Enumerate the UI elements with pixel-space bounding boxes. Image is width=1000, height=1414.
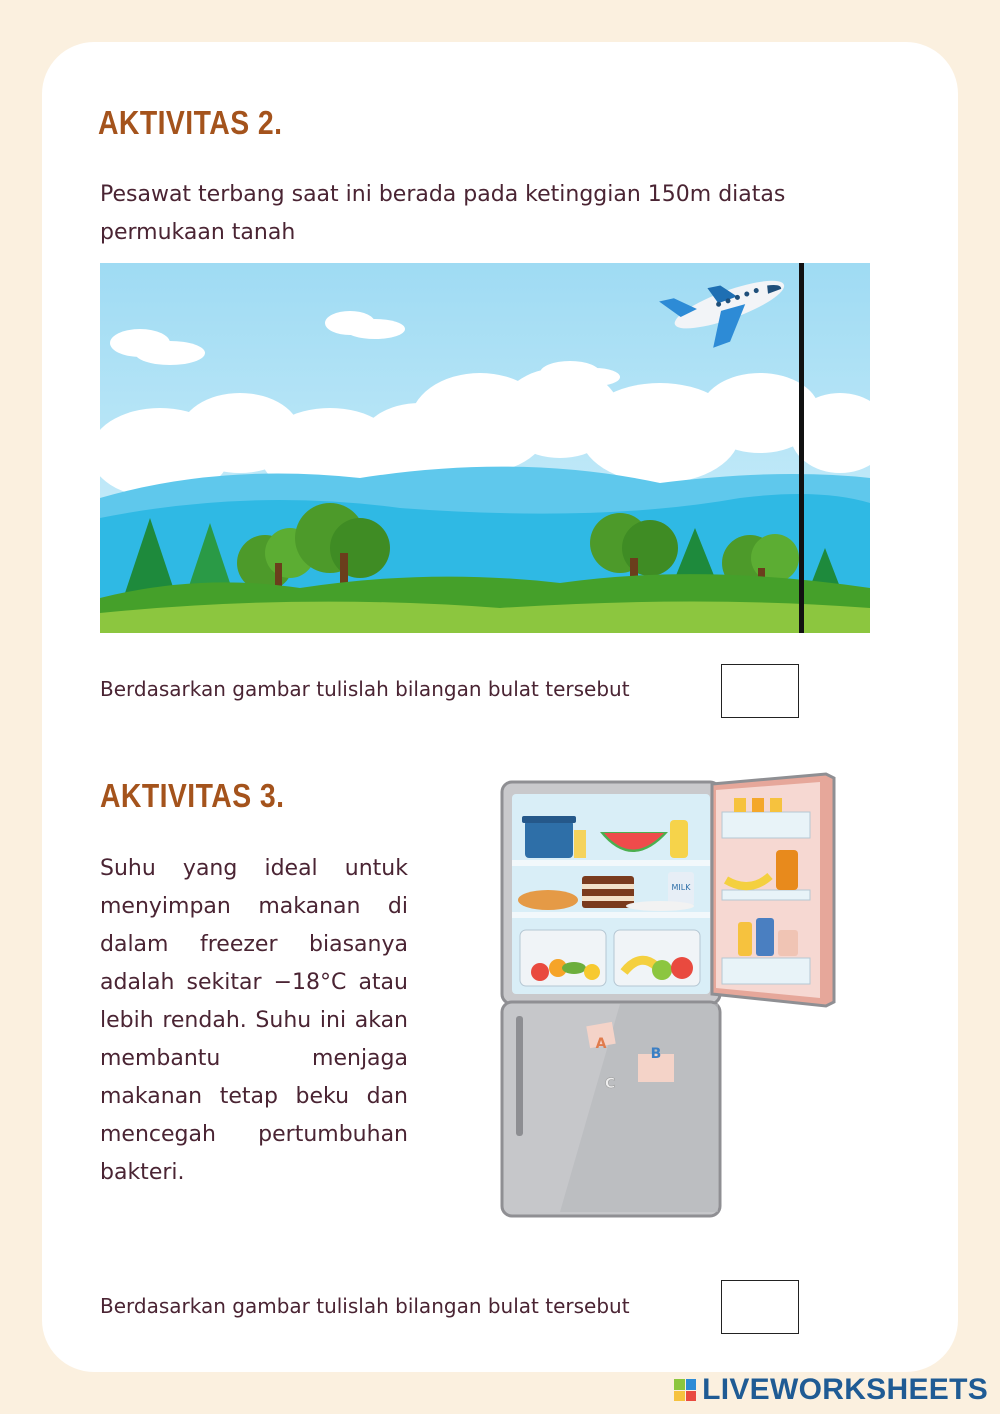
activity3-description: Suhu yang ideal untuk menyimpan makanan di dalam freezer biasanya adalah sekitar −18°C atau lebih rendah. Suhu ini akan membantu menjaga makanan tetap beku dan mencegah pertumbuhan bakteri.	[100, 856, 408, 1185]
airplane-landscape-illustration	[100, 263, 870, 633]
refrigerator-illustration	[500, 772, 840, 1218]
activity2-title: AKTIVITAS 2.	[98, 104, 283, 141]
activity2-answer-box[interactable]	[721, 664, 799, 718]
activity2-prompt: Berdasarkan gambar tulislah bilangan bulat tersebut	[100, 677, 630, 701]
magnet-b: B	[650, 1046, 662, 1062]
activity3-answer-box[interactable]	[721, 1280, 799, 1334]
activity3-title: AKTIVITAS 3.	[100, 777, 285, 814]
liveworksheets-brand	[674, 1372, 988, 1408]
magnet-c: C	[604, 1076, 616, 1092]
height-marker-line	[799, 263, 804, 633]
activity2-description: Pesawat terbang saat ini berada pada ketinggian 150m diatas permukaan tanah	[100, 182, 786, 245]
liveworksheets-logo-icon	[674, 1379, 696, 1401]
magnet-a: A	[595, 1036, 607, 1052]
liveworksheets-wordmark: LIVEWORKSHEETS	[702, 1373, 988, 1406]
milk-label: MILK	[671, 883, 691, 892]
activity3-prompt: Berdasarkan gambar tulislah bilangan bulat tersebut	[100, 1294, 630, 1318]
